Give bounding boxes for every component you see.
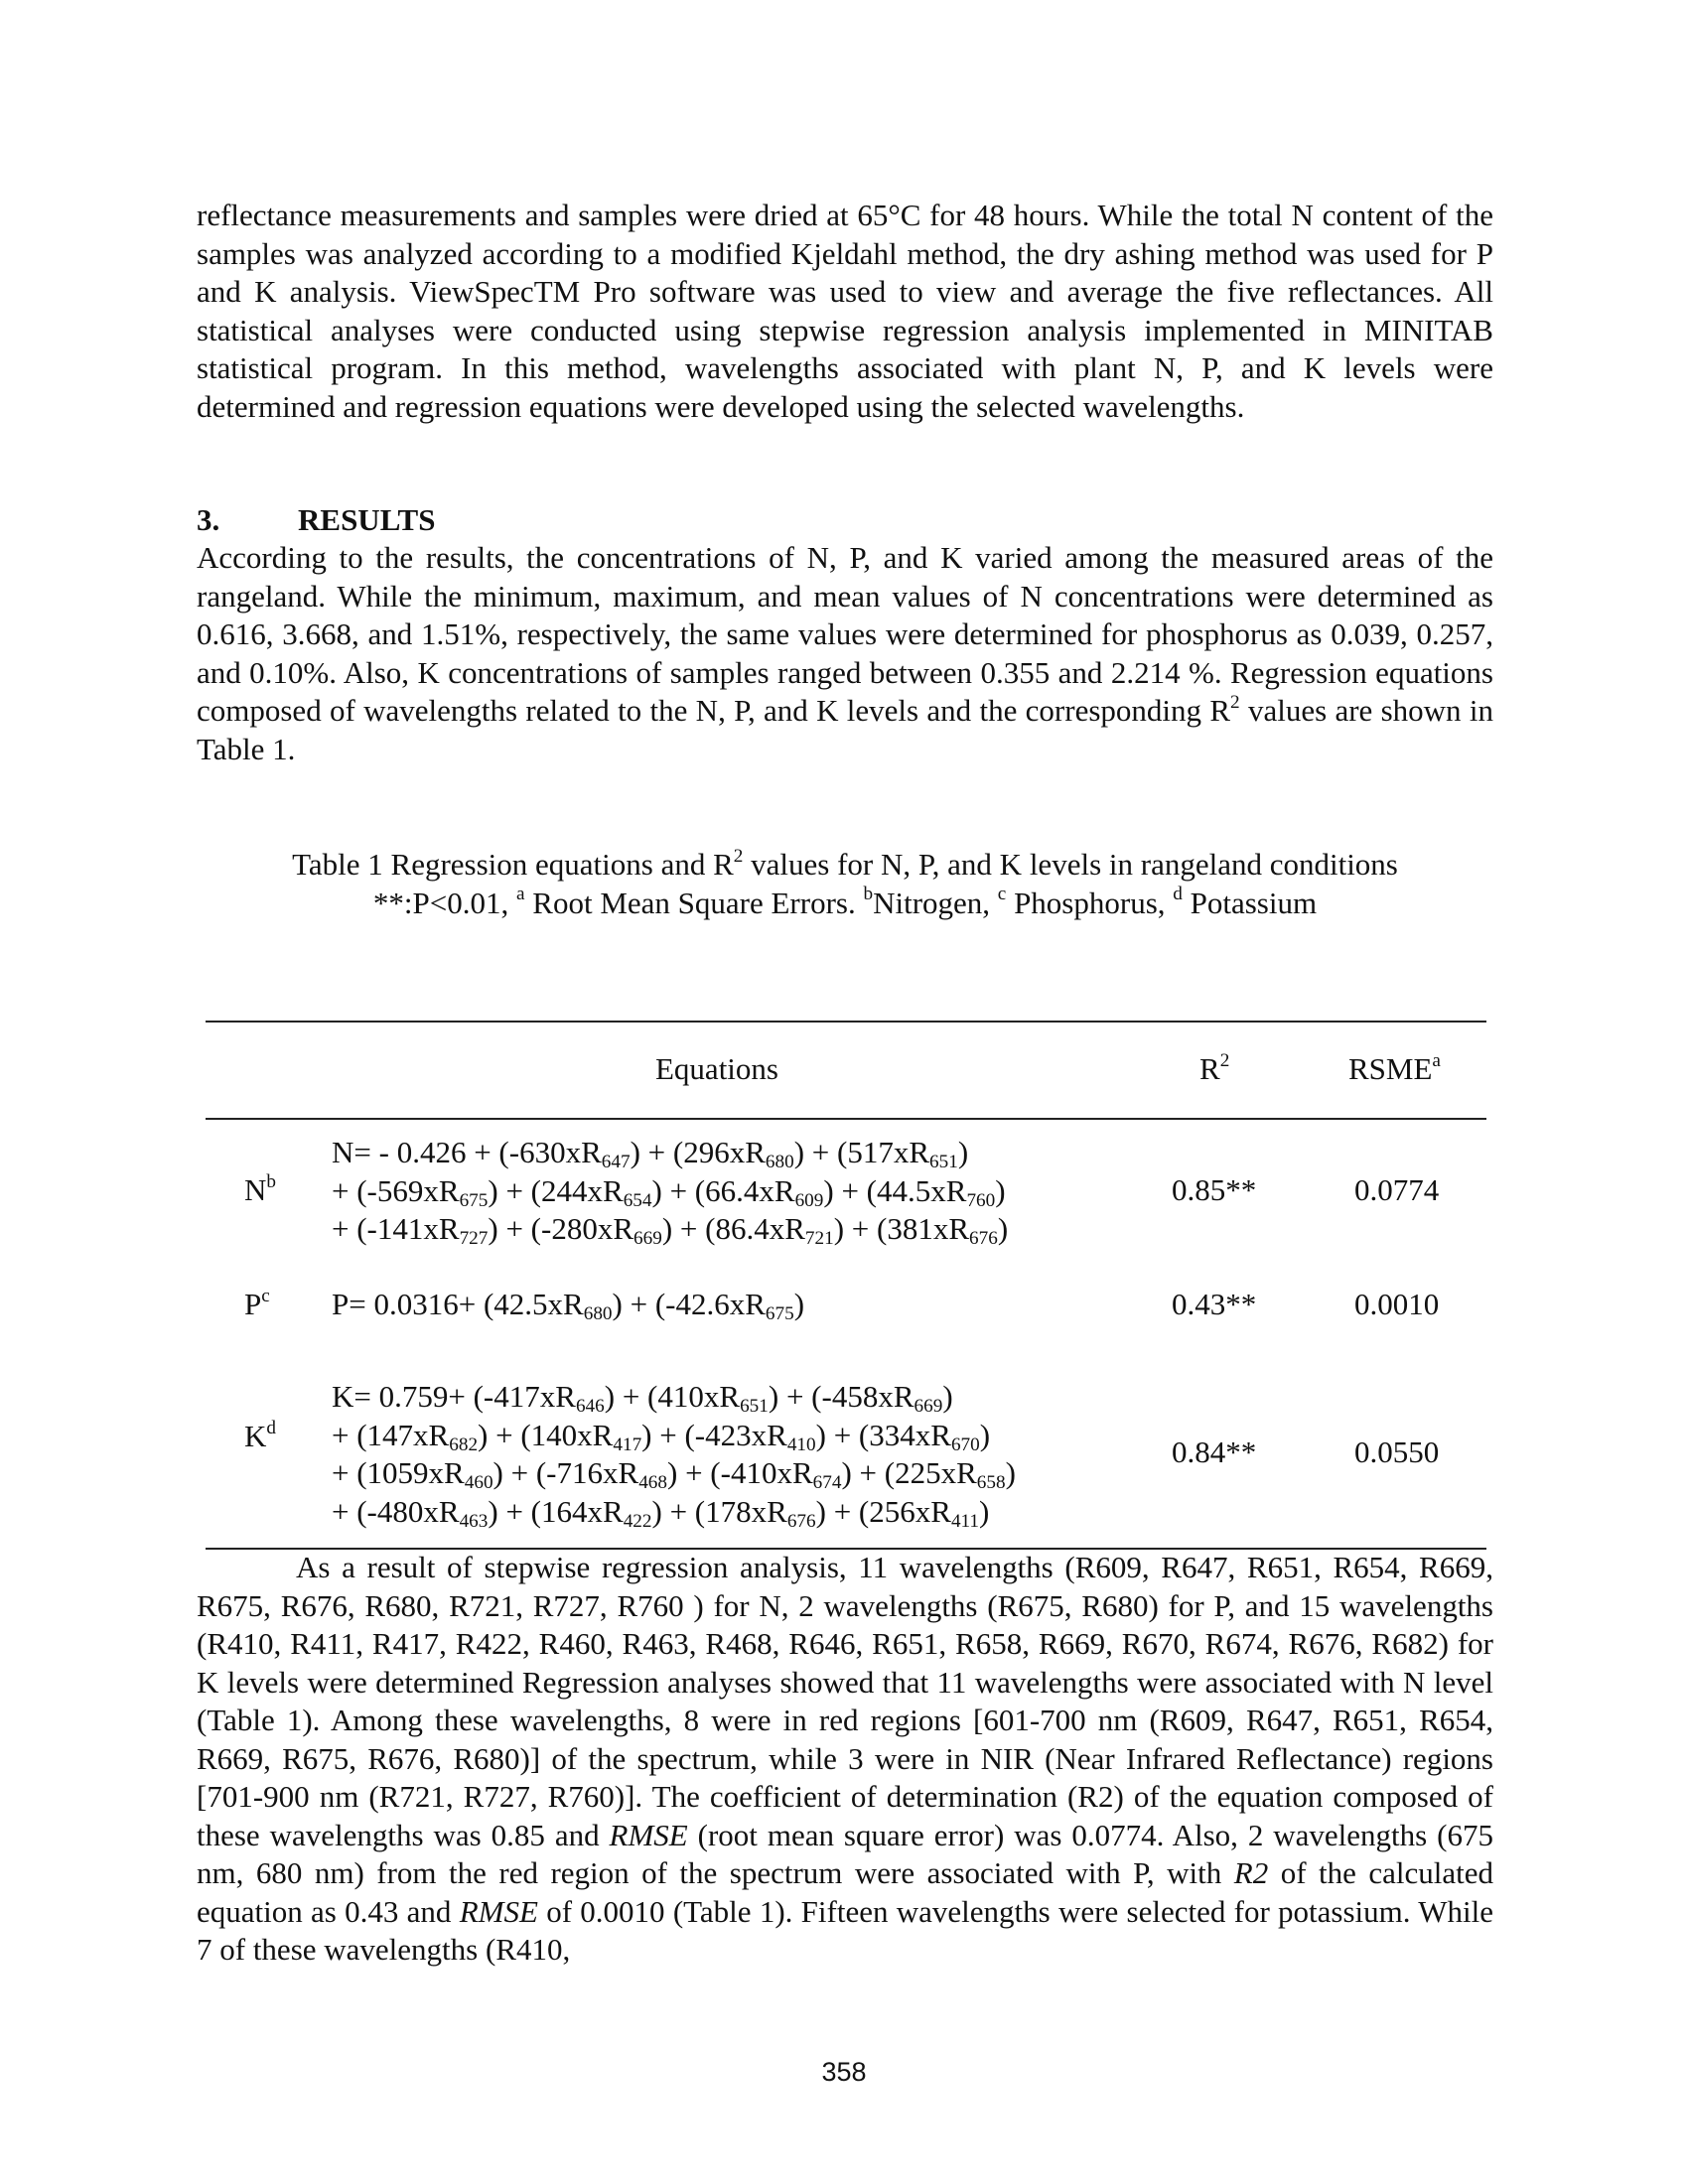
row-p-r2: 0.43** — [1172, 1287, 1257, 1321]
results-paragraph — [197, 539, 1493, 768]
equation-line: + $(-569xR_{675}) + (244xR_{654}) + (66.4xR_{609}) + (44.5xR_{760})$ — [332, 1172, 1006, 1211]
header-r2-sup: 2 — [1219, 1049, 1230, 1071]
header-rsme — [1348, 1050, 1441, 1089]
caption-superscript: 2 — [733, 845, 744, 867]
caption-line-2 — [197, 885, 1493, 923]
row-n-r2: 0.85** — [1172, 1172, 1257, 1207]
intro-paragraph: reflectance measurements and samples were dried at 65°C for 48 hours. While the total N content of the samples was analyzed according to a modified Kjeldahl method, the dry ashing method was used for P and K analysis. ViewSpecTM Pro software was used to view and average the five reflectances. All statistical analyses were conducted using stepwise regression analysis implemented in MINITAB statistical program. In this method, wavelengths associated with plant N, P, and K levels were determined and regression equations were developed using the selected wavelengths. — [197, 198, 1493, 424]
row-k-equation — [332, 1378, 1016, 1531]
caption-text: values for N, P, and K levels in rangeland conditions — [743, 847, 1398, 882]
caption-text: **:P<0.01, — [372, 885, 516, 920]
variable-sup: c — [261, 1285, 270, 1306]
row-n-equation — [332, 1134, 1008, 1249]
caption-superscript: a — [516, 884, 525, 905]
results-superscript: 2 — [1230, 691, 1240, 713]
results-text: According to the results, the concentrations of N, P, and K varied among the measured areas of the rangeland. While the minimum, maximum, and mean values of N concentrations were determined as 0.616, 3.668, and 1.51%, respectively, the same values were determined for phosphorus as 0.039, 0.257, and 0.10%. Also, K concentrations of samples ranged between 0.355 and 2.214 %. Regression equations composed of wavelengths related to the N, P, and K levels and the corresponding R — [197, 540, 1493, 728]
row-k-r2: 0.84** — [1172, 1434, 1257, 1469]
header-rsme-sup: a — [1432, 1049, 1441, 1071]
page-number: 358 — [821, 2057, 867, 2087]
section-title: RESULTS — [298, 502, 436, 537]
variable-text: N — [244, 1172, 267, 1207]
caption-text: Table 1 Regression equations and R — [292, 847, 734, 882]
table-header-rule — [206, 1118, 1486, 1120]
table-top-rule — [206, 1021, 1486, 1023]
row-k-rmse: 0.0550 — [1354, 1434, 1440, 1469]
row-p-equation — [332, 1286, 804, 1324]
caption-superscript: b — [863, 884, 874, 905]
variable-sup: b — [266, 1170, 276, 1192]
caption-text: Root Mean Square Errors. — [524, 885, 864, 920]
results-tail: values are shown in Table 1. — [197, 693, 1493, 766]
caption-superscript: d — [1173, 884, 1183, 905]
section-number: 3. — [197, 502, 220, 537]
caption-line-1 — [197, 846, 1493, 885]
equation-line: $P= 0.0316+ (42.5xR_{680}) + (-42.6xR_{675})$ — [332, 1287, 805, 1324]
discussion-paragraph: As a result of stepwise regression analysis, 11 wavelengths (R609, R647, R651, R654, R669, R675, R676, R680, R721, R727, R760 ) for N, 2 wavelengths (R675, R680) for P, and 15 wavelengths (R410, R411, R417, R422, R460, R463, R468, R646, R651, R658, R669, R670, R674, R676, R682) for K levels were determined Regression analyses showed that 11 wavelengths were associated with N level (Table 1). Among these wavelengths, 8 were in red regions [601-700 nm (R609, R647, R651, R654, R669, R675, R676, R680)] of the spectrum, while 3 were in NIR (Near Infrared Reflectance) regions [701-900 nm (R721, R727, R760)]. The coefficient of determination (R2) of the equation composed of these wavelengths was 0.85 and RMSE (root mean square error) was 0.0774. Also, 2 wavelengths (675 nm, 680 nm) from the red region of the spectrum were associated with P, with R2 of the calculated equation as 0.43 and RMSE of 0.0010 (Table 1). Fifteen wavelengths were selected for potassium. While 7 of these wavelengths (R410, — [197, 1550, 1493, 1967]
row-n-rmse: 0.0774 — [1354, 1172, 1440, 1207]
equation-line: + $(-480xR_{463}) + (164xR_{422}) + (178xR_{676}) + (256xR_{411})$ — [332, 1493, 990, 1532]
equation-line: + $(147xR_{682}) + (140xR_{417}) + (-423xR_{410}) + (334xR_{670})$ — [332, 1417, 991, 1455]
row-p-rmse: 0.0010 — [1354, 1287, 1440, 1321]
header-rsme-text: RSME — [1348, 1051, 1433, 1086]
header-r2-text: R — [1199, 1051, 1220, 1086]
row-k-variable — [244, 1418, 276, 1456]
caption-text: Nitrogen, — [873, 885, 998, 920]
variable-text: P — [244, 1287, 262, 1321]
equation-line: $K= 0.759+ (-417xR_{646}) + (410xR_{651}) + (-458xR_{669})$ — [332, 1379, 953, 1417]
header-equations: Equations — [655, 1051, 778, 1086]
header-r2 — [1199, 1050, 1229, 1089]
row-n-variable — [244, 1171, 276, 1210]
caption-text: Phosphorus, — [1006, 885, 1174, 920]
section-heading — [197, 501, 435, 539]
equation-line: $N= - 0.426 + (-630xR_{647}) + (296xR_{680}) + (517xR_{651})$ — [332, 1135, 969, 1172]
caption-superscript: c — [997, 884, 1007, 905]
variable-text: K — [244, 1419, 267, 1453]
equation-line: + $(-141xR_{727}) + (-280xR_{669}) + (86.4xR_{721}) + (381xR_{676})$ — [332, 1211, 1009, 1249]
caption-text: Potassium — [1182, 885, 1318, 920]
variable-sup: d — [266, 1417, 276, 1438]
table-caption — [197, 846, 1493, 922]
row-p-variable — [244, 1286, 270, 1324]
equation-line: + $(1059xR_{460}) + (-716xR_{468}) + (-410xR_{674}) + (225xR_{658})$ — [332, 1455, 1016, 1493]
